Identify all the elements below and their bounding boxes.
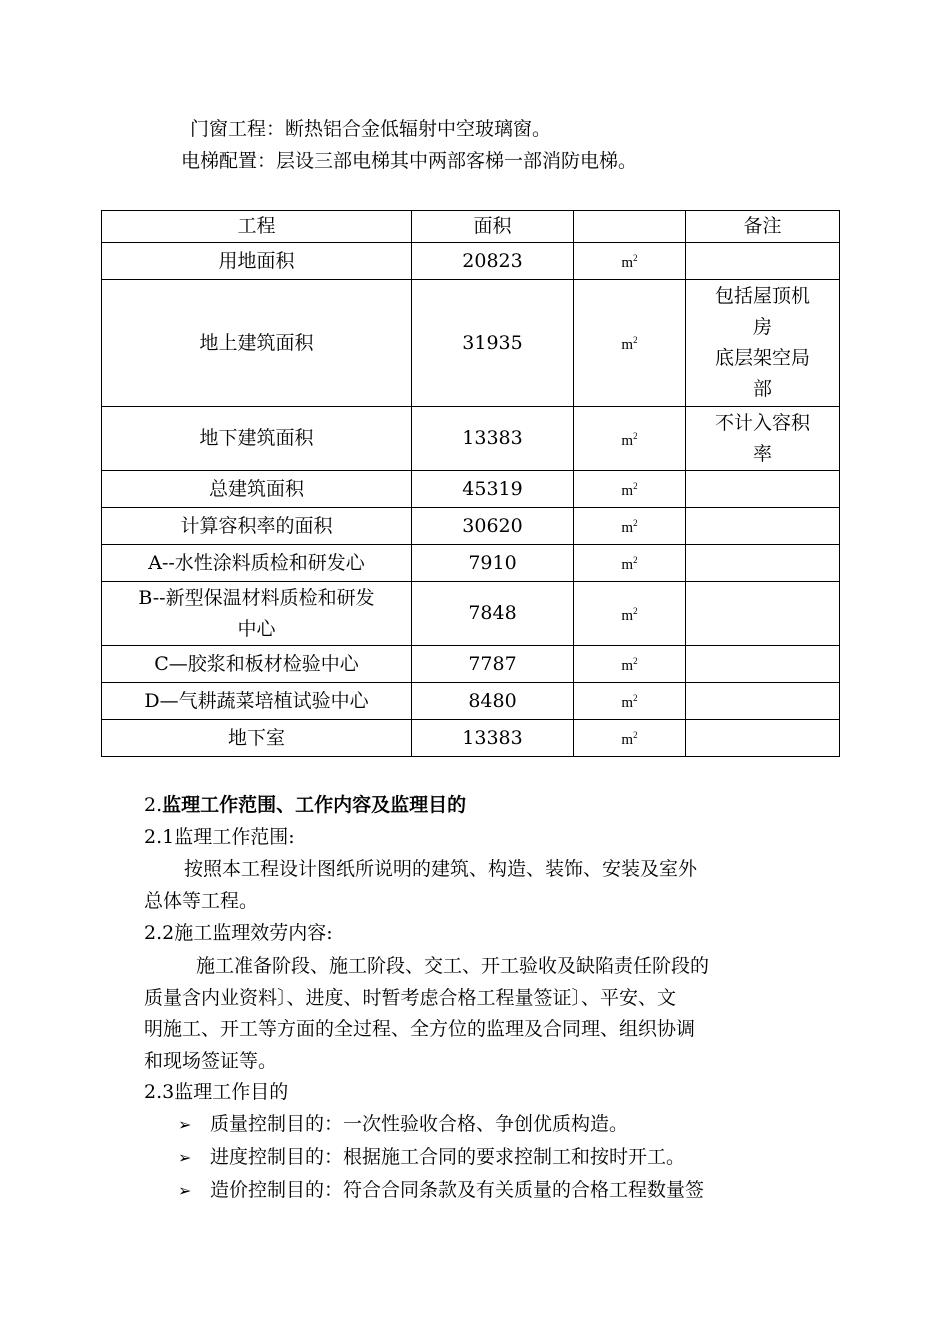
cell-area: 31935 <box>412 280 574 407</box>
note-line: 房 <box>752 316 772 338</box>
cell-name: 地下建筑面积 <box>102 407 412 471</box>
paragraph-line: 和现场签证等。 <box>144 1049 278 1072</box>
note-line: 率 <box>752 442 772 465</box>
cell-name <box>102 582 412 646</box>
section-2-1-heading: 2.1监理工作范围: <box>144 826 295 848</box>
note-line: 底层架空局 <box>714 347 810 369</box>
bullet-item <box>178 1142 685 1173</box>
cell-unit <box>574 280 686 407</box>
cell-name: 总建筑面积 <box>102 471 412 508</box>
bullet-item <box>178 1109 628 1140</box>
header-area: 面积 <box>412 211 574 243</box>
cell-note <box>686 243 840 280</box>
unit-sup: 2 <box>633 335 638 345</box>
section-2-heading <box>144 790 466 821</box>
cell-note <box>686 720 840 757</box>
section-2-2-text <box>144 951 814 1077</box>
unit-base: m <box>621 483 634 499</box>
cell-name: 地下室 <box>102 720 412 757</box>
unit-base: m <box>621 695 634 711</box>
unit-sup: 2 <box>633 518 638 528</box>
cell-unit <box>574 720 686 757</box>
bullet-item <box>178 1175 704 1206</box>
paragraph-line: 按照本工程设计图纸所说明的建筑、构造、装饰、安装及室外 <box>184 858 698 880</box>
table-row <box>102 407 840 471</box>
unit-base: m <box>621 732 634 748</box>
note-line: 不计入容积 <box>714 411 810 434</box>
unit-base: m <box>621 337 634 353</box>
paragraph-line: 总体等工程。 <box>144 889 259 912</box>
note-line: 包括屋顶机 <box>714 285 810 307</box>
table-row <box>102 508 840 545</box>
cell-unit <box>574 582 686 646</box>
header-note: 备注 <box>686 211 840 243</box>
table-row <box>102 243 840 280</box>
arrow-bullet-icon: ➢ <box>178 1148 192 1167</box>
cell-note <box>686 407 840 471</box>
table-row <box>102 471 840 508</box>
cell-note <box>686 582 840 646</box>
cell-area: 13383 <box>412 720 574 757</box>
paragraph-line: 施工准备阶段、施工阶段、交工、开工验收及缺陷责任阶段的 <box>196 955 710 977</box>
name-line: B--新型保温材料质检和研发 <box>138 586 375 609</box>
cell-note <box>686 545 840 582</box>
cell-name: D—气耕蔬菜培植试验中心 <box>102 683 412 720</box>
cell-name: C—胶浆和板材检验中心 <box>102 646 412 683</box>
cell-unit <box>574 243 686 280</box>
cell-note <box>686 280 840 407</box>
header-unit <box>574 211 686 243</box>
cell-note <box>686 508 840 545</box>
unit-sup: 2 <box>633 730 638 740</box>
unit-sup: 2 <box>633 555 638 565</box>
table-row <box>102 582 840 646</box>
unit-base: m <box>621 520 634 536</box>
table-row <box>102 720 840 757</box>
unit-base: m <box>621 557 634 573</box>
cell-area: 8480 <box>412 683 574 720</box>
cell-area: 7910 <box>412 545 574 582</box>
cell-area: 30620 <box>412 508 574 545</box>
unit-base: m <box>621 658 634 674</box>
unit-sup: 2 <box>633 253 638 263</box>
cell-note <box>686 683 840 720</box>
section-title: 监理工作范围、工作内容及监理目的 <box>162 794 467 816</box>
table-row <box>102 683 840 720</box>
note-line: 部 <box>752 378 772 400</box>
cell-unit <box>574 683 686 720</box>
unit-sup: 2 <box>633 430 638 441</box>
cell-name: 计算容积率的面积 <box>102 508 412 545</box>
cell-area: 7848 <box>412 582 574 646</box>
cell-name: 用地面积 <box>102 243 412 280</box>
cell-note <box>686 471 840 508</box>
paragraph-line: 质量含内业资料〕、进度、时暂考虑合格工程量签证〕、平安、文 <box>144 986 677 1009</box>
paragraph-line: 明施工、开工等方面的全过程、全方位的监理及合同理、组织协调 <box>144 1018 696 1040</box>
unit-base: m <box>621 607 634 624</box>
cell-area: 7787 <box>412 646 574 683</box>
door-window-line: 门窗工程：断热铝合金低辐射中空玻璃窗。 <box>190 118 552 140</box>
cell-unit <box>574 508 686 545</box>
section-number: 2. <box>144 794 163 816</box>
cell-name: 地上建筑面积 <box>102 280 412 407</box>
header-project: 工程 <box>102 211 412 243</box>
cell-area: 45319 <box>412 471 574 508</box>
cell-note <box>686 646 840 683</box>
cell-area: 20823 <box>412 243 574 280</box>
bullet-text: 质量控制目的：一次性验收合格、争创优质构造。 <box>210 1113 629 1135</box>
unit-base: m <box>621 432 634 449</box>
unit-sup: 2 <box>633 605 638 616</box>
table-row <box>102 545 840 582</box>
section-2-2-heading: 2.2施工监理效劳内容: <box>144 922 333 944</box>
cell-name: A--水性涂料质检和研发心 <box>102 545 412 582</box>
area-table <box>101 210 840 757</box>
arrow-bullet-icon: ➢ <box>178 1115 192 1134</box>
section-2-1-text <box>144 854 814 917</box>
bullet-text: 进度控制目的：根据施工合同的要求控制工和按时开工。 <box>210 1146 686 1168</box>
cell-unit <box>574 407 686 471</box>
cell-unit <box>574 646 686 683</box>
elevator-line: 电梯配置：层设三部电梯其中两部客梯一部消防电梯。 <box>181 150 638 172</box>
bullet-text: 造价控制目的：符合合同条款及有关质量的合格工程数量签 <box>210 1179 705 1201</box>
cell-area: 13383 <box>412 407 574 471</box>
section-2-3-heading: 2.3监理工作目的 <box>144 1081 289 1103</box>
unit-sup: 2 <box>633 656 638 666</box>
table-row <box>102 280 840 407</box>
cell-unit <box>574 471 686 508</box>
cell-unit <box>574 545 686 582</box>
table-row <box>102 646 840 683</box>
unit-sup: 2 <box>633 481 638 491</box>
arrow-bullet-icon: ➢ <box>178 1181 192 1200</box>
table-header-row <box>102 211 840 243</box>
name-line: 中心 <box>237 617 276 640</box>
unit-sup: 2 <box>633 693 638 703</box>
unit-base: m <box>621 255 634 271</box>
